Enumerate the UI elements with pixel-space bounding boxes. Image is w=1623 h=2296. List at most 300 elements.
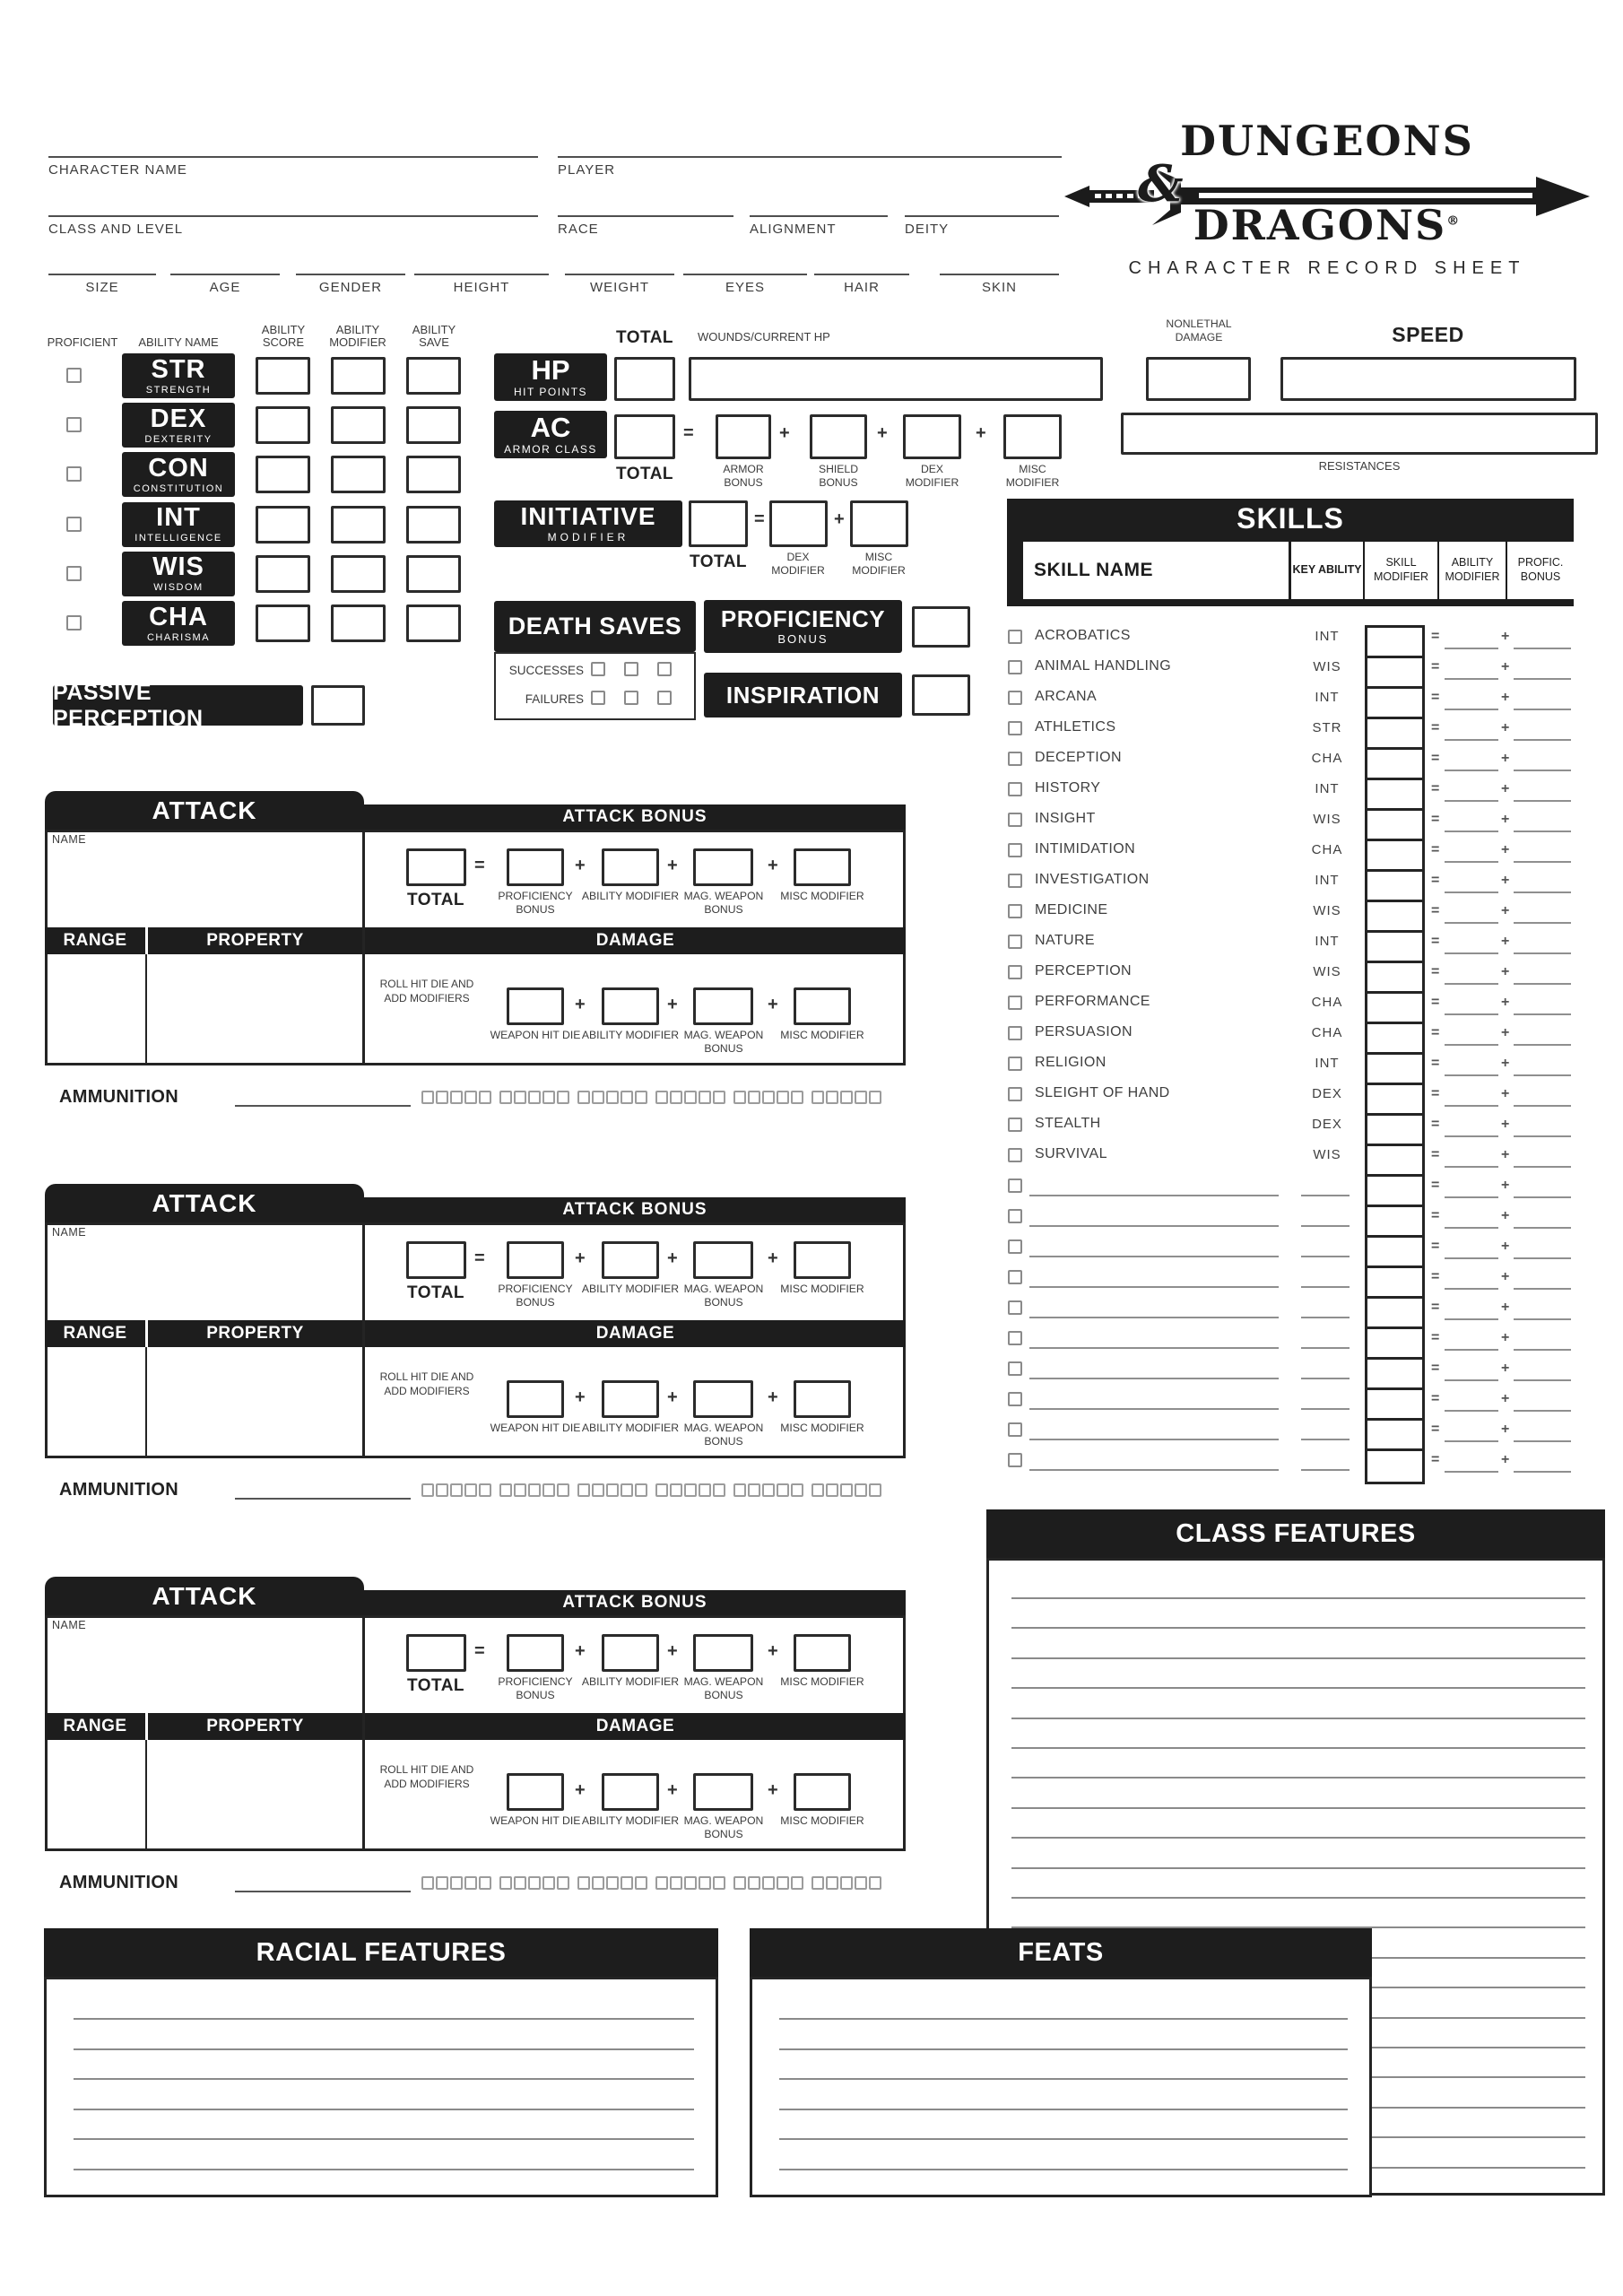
custom-skill-8-ability-line[interactable] bbox=[1301, 1408, 1350, 1410]
custom-skill-10-name-line[interactable] bbox=[1029, 1469, 1279, 1471]
custom-skill-4-checkbox[interactable] bbox=[1008, 1270, 1022, 1284]
ammo-checkbox[interactable] bbox=[869, 1876, 881, 1890]
custom-skill-8-ability-modifier-line[interactable] bbox=[1445, 1410, 1498, 1412]
int-modifier-box[interactable] bbox=[331, 506, 386, 544]
medicine-profic-bonus-line[interactable] bbox=[1514, 922, 1571, 924]
weight-write-line[interactable] bbox=[565, 274, 674, 275]
death-save-success-checkbox[interactable] bbox=[657, 662, 672, 676]
shield-bonus-box[interactable] bbox=[810, 414, 867, 459]
nature-checkbox[interactable] bbox=[1008, 935, 1022, 949]
int-save-box[interactable] bbox=[406, 506, 461, 544]
ammo-checkbox[interactable] bbox=[621, 1876, 633, 1890]
misc-modifier-box[interactable] bbox=[1003, 414, 1062, 459]
initiative-total-box[interactable] bbox=[689, 500, 748, 547]
custom-skill-3-profic-bonus-line[interactable] bbox=[1514, 1257, 1571, 1259]
custom-skill-4-ability-modifier-line[interactable] bbox=[1445, 1288, 1498, 1290]
feats-write-line[interactable] bbox=[779, 2048, 1348, 2050]
investigation-profic-bonus-line[interactable] bbox=[1514, 891, 1571, 893]
attack-range-cell[interactable] bbox=[48, 1349, 142, 1455]
acrobatics-checkbox[interactable] bbox=[1008, 630, 1022, 644]
feats-write-line[interactable] bbox=[779, 2169, 1348, 2170]
custom-skill-10-ability-line[interactable] bbox=[1301, 1469, 1350, 1471]
custom-skill-6-checkbox[interactable] bbox=[1008, 1331, 1022, 1345]
attack-total-box[interactable] bbox=[406, 848, 466, 886]
religion-ability-modifier-line[interactable] bbox=[1445, 1074, 1498, 1076]
medicine-ability-modifier-line[interactable] bbox=[1445, 922, 1498, 924]
ammo-checkbox[interactable] bbox=[762, 1091, 775, 1104]
survival-ability-modifier-line[interactable] bbox=[1445, 1166, 1498, 1168]
religion-checkbox[interactable] bbox=[1008, 1057, 1022, 1071]
athletics-ability-modifier-line[interactable] bbox=[1445, 739, 1498, 741]
custom-skill-2-ability-line[interactable] bbox=[1301, 1225, 1350, 1227]
ammo-checkbox[interactable] bbox=[479, 1483, 491, 1497]
custom-skill-10-ability-modifier-line[interactable] bbox=[1445, 1471, 1498, 1473]
deception-checkbox[interactable] bbox=[1008, 752, 1022, 766]
performance-checkbox[interactable] bbox=[1008, 996, 1022, 1010]
weapon-hit-die-box[interactable] bbox=[507, 1380, 564, 1418]
passive-perception-box[interactable] bbox=[311, 685, 365, 726]
acrobatics-profic-bonus-line[interactable] bbox=[1514, 648, 1571, 649]
ammo-checkbox[interactable] bbox=[557, 1876, 569, 1890]
custom-skill-7-name-line[interactable] bbox=[1029, 1378, 1279, 1379]
cha-save-box[interactable] bbox=[406, 604, 461, 642]
ammo-checkbox[interactable] bbox=[606, 1876, 619, 1890]
survival-profic-bonus-line[interactable] bbox=[1514, 1166, 1571, 1168]
death-save-failure-checkbox[interactable] bbox=[591, 691, 605, 705]
alignment-write-line[interactable] bbox=[750, 215, 888, 217]
attack-total-box[interactable] bbox=[406, 1634, 466, 1672]
mag-weapon-bonus-box[interactable] bbox=[693, 848, 753, 886]
performance-profic-bonus-line[interactable] bbox=[1514, 1013, 1571, 1015]
ammo-checkbox[interactable] bbox=[762, 1876, 775, 1890]
attack-name-cell[interactable] bbox=[48, 1241, 359, 1318]
custom-skill-7-profic-bonus-line[interactable] bbox=[1514, 1379, 1571, 1381]
ammo-checkbox[interactable] bbox=[812, 1091, 824, 1104]
feats-write-line[interactable] bbox=[779, 2078, 1348, 2080]
ammo-checkbox[interactable] bbox=[869, 1483, 881, 1497]
ammo-checkbox[interactable] bbox=[713, 1876, 725, 1890]
nonlethal-damage-box[interactable] bbox=[1146, 357, 1251, 401]
proficiency-bonus-box[interactable] bbox=[507, 848, 564, 886]
misc-modifier-box[interactable] bbox=[794, 848, 851, 886]
misc-modifier-box[interactable] bbox=[794, 1634, 851, 1672]
mag-weapon-bonus-box[interactable] bbox=[693, 1634, 753, 1672]
ammo-checkbox[interactable] bbox=[855, 1483, 867, 1497]
attack-property-cell[interactable] bbox=[149, 956, 359, 1062]
ammo-checkbox[interactable] bbox=[777, 1483, 789, 1497]
ammo-checkbox[interactable] bbox=[577, 1091, 590, 1104]
str-score-box[interactable] bbox=[256, 357, 310, 395]
sleight-of-hand-checkbox[interactable] bbox=[1008, 1087, 1022, 1101]
speed-box[interactable] bbox=[1280, 357, 1576, 401]
insight-profic-bonus-line[interactable] bbox=[1514, 831, 1571, 832]
ammo-checkbox[interactable] bbox=[464, 1483, 477, 1497]
ammo-checkbox[interactable] bbox=[577, 1483, 590, 1497]
ammo-checkbox[interactable] bbox=[826, 1483, 838, 1497]
investigation-checkbox[interactable] bbox=[1008, 874, 1022, 888]
ammo-checkbox[interactable] bbox=[436, 1876, 448, 1890]
custom-skill-3-checkbox[interactable] bbox=[1008, 1239, 1022, 1254]
custom-skill-1-ability-line[interactable] bbox=[1301, 1195, 1350, 1196]
ammo-checkbox[interactable] bbox=[514, 1091, 526, 1104]
initiative-dex-modifier-box[interactable] bbox=[769, 500, 828, 547]
stealth-checkbox[interactable] bbox=[1008, 1118, 1022, 1132]
str-proficient-checkbox[interactable] bbox=[66, 368, 82, 383]
custom-skill-6-ability-line[interactable] bbox=[1301, 1347, 1350, 1349]
ammo-checkbox[interactable] bbox=[436, 1483, 448, 1497]
deception-profic-bonus-line[interactable] bbox=[1514, 770, 1571, 771]
ammo-checkbox[interactable] bbox=[557, 1091, 569, 1104]
death-save-success-checkbox[interactable] bbox=[624, 662, 638, 676]
attack-total-box[interactable] bbox=[406, 1241, 466, 1279]
perception-checkbox[interactable] bbox=[1008, 965, 1022, 979]
athletics-profic-bonus-line[interactable] bbox=[1514, 739, 1571, 741]
class-features-write-line[interactable] bbox=[1011, 1687, 1585, 1689]
ammo-checkbox[interactable] bbox=[869, 1091, 881, 1104]
custom-skill-3-ability-line[interactable] bbox=[1301, 1256, 1350, 1257]
persuasion-profic-bonus-line[interactable] bbox=[1514, 1044, 1571, 1046]
attack-name-cell[interactable] bbox=[48, 1634, 359, 1711]
initiative-misc-modifier-box[interactable] bbox=[850, 500, 908, 547]
mag-weapon-bonus-box[interactable] bbox=[693, 1380, 753, 1418]
ammo-checkbox[interactable] bbox=[670, 1483, 682, 1497]
class-features-write-line[interactable] bbox=[1011, 1718, 1585, 1719]
mag-weapon-bonus-box[interactable] bbox=[693, 1773, 753, 1811]
ability-modifier-box[interactable] bbox=[602, 1380, 659, 1418]
insight-checkbox[interactable] bbox=[1008, 813, 1022, 827]
ammo-checkbox[interactable] bbox=[713, 1483, 725, 1497]
str-modifier-box[interactable] bbox=[331, 357, 386, 395]
class-features-write-line[interactable] bbox=[1011, 1897, 1585, 1899]
gender-write-line[interactable] bbox=[296, 274, 405, 275]
str-save-box[interactable] bbox=[406, 357, 461, 395]
ammo-checkbox[interactable] bbox=[592, 1091, 604, 1104]
ammo-checkbox[interactable] bbox=[699, 1876, 711, 1890]
ammo-checkbox[interactable] bbox=[592, 1483, 604, 1497]
custom-skill-1-checkbox[interactable] bbox=[1008, 1178, 1022, 1193]
wounds-current-hp-box[interactable] bbox=[689, 357, 1103, 401]
proficiency-bonus-box[interactable] bbox=[912, 606, 970, 648]
ammo-checkbox[interactable] bbox=[606, 1091, 619, 1104]
intimidation-ability-modifier-line[interactable] bbox=[1445, 861, 1498, 863]
ammo-checkbox[interactable] bbox=[421, 1483, 434, 1497]
ammo-checkbox[interactable] bbox=[421, 1091, 434, 1104]
racial-features-write-line[interactable] bbox=[74, 2078, 694, 2080]
survival-checkbox[interactable] bbox=[1008, 1148, 1022, 1162]
custom-skill-1-name-line[interactable] bbox=[1029, 1195, 1279, 1196]
racial-features-write-line[interactable] bbox=[74, 2048, 694, 2050]
ability-modifier-box[interactable] bbox=[602, 1773, 659, 1811]
dex-proficient-checkbox[interactable] bbox=[66, 417, 82, 432]
custom-skill-9-checkbox[interactable] bbox=[1008, 1422, 1022, 1437]
race-write-line[interactable] bbox=[558, 215, 733, 217]
ammo-checkbox[interactable] bbox=[464, 1876, 477, 1890]
arcana-ability-modifier-line[interactable] bbox=[1445, 709, 1498, 710]
custom-skill-2-ability-modifier-line[interactable] bbox=[1445, 1227, 1498, 1229]
resistances-box[interactable] bbox=[1121, 413, 1598, 455]
cha-modifier-box[interactable] bbox=[331, 604, 386, 642]
inspiration-box[interactable] bbox=[912, 674, 970, 716]
custom-skill-9-ability-line[interactable] bbox=[1301, 1439, 1350, 1440]
attack-property-cell[interactable] bbox=[149, 1349, 359, 1455]
class-features-write-line[interactable] bbox=[1011, 1597, 1585, 1599]
ammo-checkbox[interactable] bbox=[826, 1876, 838, 1890]
ammo-checkbox[interactable] bbox=[684, 1091, 697, 1104]
custom-skill-10-checkbox[interactable] bbox=[1008, 1453, 1022, 1467]
custom-skill-7-ability-modifier-line[interactable] bbox=[1445, 1379, 1498, 1381]
ammunition-write-line[interactable] bbox=[235, 1498, 411, 1500]
ammo-checkbox[interactable] bbox=[748, 1091, 760, 1104]
custom-skill-2-checkbox[interactable] bbox=[1008, 1209, 1022, 1223]
animal-handling-profic-bonus-line[interactable] bbox=[1514, 678, 1571, 680]
arcana-profic-bonus-line[interactable] bbox=[1514, 709, 1571, 710]
mag-weapon-bonus-box[interactable] bbox=[693, 987, 753, 1025]
hair-write-line[interactable] bbox=[814, 274, 909, 275]
deity-write-line[interactable] bbox=[905, 215, 1059, 217]
ammo-checkbox[interactable] bbox=[777, 1091, 789, 1104]
ammo-checkbox[interactable] bbox=[684, 1483, 697, 1497]
ammo-checkbox[interactable] bbox=[479, 1091, 491, 1104]
ammo-checkbox[interactable] bbox=[528, 1876, 541, 1890]
persuasion-ability-modifier-line[interactable] bbox=[1445, 1044, 1498, 1046]
feats-write-line[interactable] bbox=[779, 2138, 1348, 2140]
custom-skill-4-name-line[interactable] bbox=[1029, 1286, 1279, 1288]
misc-modifier-box[interactable] bbox=[794, 1241, 851, 1279]
class-and-level-write-line[interactable] bbox=[48, 215, 538, 217]
ammo-checkbox[interactable] bbox=[542, 1091, 555, 1104]
investigation-ability-modifier-line[interactable] bbox=[1445, 891, 1498, 893]
history-checkbox[interactable] bbox=[1008, 782, 1022, 796]
intimidation-checkbox[interactable] bbox=[1008, 843, 1022, 857]
con-score-box[interactable] bbox=[256, 456, 310, 493]
class-features-write-line[interactable] bbox=[1011, 1807, 1585, 1809]
sleight-of-hand-profic-bonus-line[interactable] bbox=[1514, 1105, 1571, 1107]
feats-write-line[interactable] bbox=[779, 2018, 1348, 2020]
wis-modifier-box[interactable] bbox=[331, 555, 386, 593]
perception-profic-bonus-line[interactable] bbox=[1514, 983, 1571, 985]
con-save-box[interactable] bbox=[406, 456, 461, 493]
age-write-line[interactable] bbox=[170, 274, 280, 275]
class-features-write-line[interactable] bbox=[1011, 1747, 1585, 1749]
cha-proficient-checkbox[interactable] bbox=[66, 615, 82, 631]
dex-score-box[interactable] bbox=[256, 406, 310, 444]
ammo-checkbox[interactable] bbox=[635, 1483, 647, 1497]
ammo-checkbox[interactable] bbox=[684, 1876, 697, 1890]
ammo-checkbox[interactable] bbox=[670, 1091, 682, 1104]
ammo-checkbox[interactable] bbox=[655, 1876, 668, 1890]
ammo-checkbox[interactable] bbox=[840, 1091, 853, 1104]
performance-ability-modifier-line[interactable] bbox=[1445, 1013, 1498, 1015]
ammo-checkbox[interactable] bbox=[699, 1483, 711, 1497]
ammo-checkbox[interactable] bbox=[479, 1876, 491, 1890]
feats-write-line[interactable] bbox=[779, 2109, 1348, 2110]
class-features-write-line[interactable] bbox=[1011, 1837, 1585, 1839]
class-features-write-line[interactable] bbox=[1011, 1657, 1585, 1659]
con-modifier-box[interactable] bbox=[331, 456, 386, 493]
history-ability-modifier-line[interactable] bbox=[1445, 800, 1498, 802]
ammo-checkbox[interactable] bbox=[826, 1091, 838, 1104]
custom-skill-5-name-line[interactable] bbox=[1029, 1317, 1279, 1318]
intimidation-profic-bonus-line[interactable] bbox=[1514, 861, 1571, 863]
sleight-of-hand-ability-modifier-line[interactable] bbox=[1445, 1105, 1498, 1107]
ammo-checkbox[interactable] bbox=[733, 1876, 746, 1890]
custom-skill-5-ability-modifier-line[interactable] bbox=[1445, 1318, 1498, 1320]
ammo-checkbox[interactable] bbox=[450, 1483, 463, 1497]
ammo-checkbox[interactable] bbox=[436, 1091, 448, 1104]
ammunition-write-line[interactable] bbox=[235, 1891, 411, 1892]
player-write-line[interactable] bbox=[558, 156, 1062, 158]
ammo-checkbox[interactable] bbox=[528, 1483, 541, 1497]
custom-skill-7-ability-line[interactable] bbox=[1301, 1378, 1350, 1379]
ammo-checkbox[interactable] bbox=[635, 1876, 647, 1890]
custom-skill-5-profic-bonus-line[interactable] bbox=[1514, 1318, 1571, 1320]
stealth-profic-bonus-line[interactable] bbox=[1514, 1135, 1571, 1137]
ammo-checkbox[interactable] bbox=[655, 1091, 668, 1104]
mag-weapon-bonus-box[interactable] bbox=[693, 1241, 753, 1279]
death-save-failure-checkbox[interactable] bbox=[657, 691, 672, 705]
hp-total-box[interactable] bbox=[614, 357, 675, 401]
ammo-checkbox[interactable] bbox=[499, 1091, 512, 1104]
wis-proficient-checkbox[interactable] bbox=[66, 566, 82, 581]
ac-total-box[interactable] bbox=[614, 414, 675, 459]
acrobatics-ability-modifier-line[interactable] bbox=[1445, 648, 1498, 649]
ammo-checkbox[interactable] bbox=[557, 1483, 569, 1497]
arcana-checkbox[interactable] bbox=[1008, 691, 1022, 705]
ammo-checkbox[interactable] bbox=[762, 1483, 775, 1497]
ammo-checkbox[interactable] bbox=[791, 1876, 803, 1890]
ammo-checkbox[interactable] bbox=[542, 1876, 555, 1890]
deception-ability-modifier-line[interactable] bbox=[1445, 770, 1498, 771]
ammo-checkbox[interactable] bbox=[791, 1091, 803, 1104]
proficiency-bonus-box[interactable] bbox=[507, 1241, 564, 1279]
attack-property-cell[interactable] bbox=[149, 1742, 359, 1848]
height-write-line[interactable] bbox=[414, 274, 549, 275]
armor-bonus-box[interactable] bbox=[716, 414, 771, 459]
ammo-checkbox[interactable] bbox=[514, 1483, 526, 1497]
racial-features-write-line[interactable] bbox=[74, 2138, 694, 2140]
ammo-checkbox[interactable] bbox=[464, 1091, 477, 1104]
character-name-write-line[interactable] bbox=[48, 156, 538, 158]
size-write-line[interactable] bbox=[48, 274, 156, 275]
int-score-box[interactable] bbox=[256, 506, 310, 544]
ammo-checkbox[interactable] bbox=[840, 1876, 853, 1890]
custom-skill-4-profic-bonus-line[interactable] bbox=[1514, 1288, 1571, 1290]
ammo-checkbox[interactable] bbox=[855, 1091, 867, 1104]
racial-features-write-line[interactable] bbox=[74, 2109, 694, 2110]
custom-skill-8-name-line[interactable] bbox=[1029, 1408, 1279, 1410]
custom-skill-8-profic-bonus-line[interactable] bbox=[1514, 1410, 1571, 1412]
ability-modifier-box[interactable] bbox=[602, 848, 659, 886]
custom-skill-5-checkbox[interactable] bbox=[1008, 1300, 1022, 1315]
medicine-checkbox[interactable] bbox=[1008, 904, 1022, 918]
weapon-hit-die-box[interactable] bbox=[507, 1773, 564, 1811]
ammo-checkbox[interactable] bbox=[514, 1876, 526, 1890]
custom-skill-1-profic-bonus-line[interactable] bbox=[1514, 1196, 1571, 1198]
custom-skill-2-name-line[interactable] bbox=[1029, 1225, 1279, 1227]
dex-save-box[interactable] bbox=[406, 406, 461, 444]
ammo-checkbox[interactable] bbox=[748, 1483, 760, 1497]
custom-skill-9-name-line[interactable] bbox=[1029, 1439, 1279, 1440]
custom-skill-9-profic-bonus-line[interactable] bbox=[1514, 1440, 1571, 1442]
animal-handling-ability-modifier-line[interactable] bbox=[1445, 678, 1498, 680]
ammo-checkbox[interactable] bbox=[450, 1876, 463, 1890]
custom-skill-3-name-line[interactable] bbox=[1029, 1256, 1279, 1257]
custom-skill-4-ability-line[interactable] bbox=[1301, 1286, 1350, 1288]
ammo-checkbox[interactable] bbox=[450, 1091, 463, 1104]
ammo-checkbox[interactable] bbox=[421, 1876, 434, 1890]
religion-profic-bonus-line[interactable] bbox=[1514, 1074, 1571, 1076]
custom-skill-9-ability-modifier-line[interactable] bbox=[1445, 1440, 1498, 1442]
eyes-write-line[interactable] bbox=[683, 274, 807, 275]
con-proficient-checkbox[interactable] bbox=[66, 466, 82, 482]
nature-ability-modifier-line[interactable] bbox=[1445, 952, 1498, 954]
ammo-checkbox[interactable] bbox=[499, 1876, 512, 1890]
class-features-write-line[interactable] bbox=[1011, 1867, 1585, 1869]
racial-features-write-line[interactable] bbox=[74, 2018, 694, 2020]
ammo-checkbox[interactable] bbox=[592, 1876, 604, 1890]
history-profic-bonus-line[interactable] bbox=[1514, 800, 1571, 802]
ammo-checkbox[interactable] bbox=[528, 1091, 541, 1104]
insight-ability-modifier-line[interactable] bbox=[1445, 831, 1498, 832]
ammunition-write-line[interactable] bbox=[235, 1105, 411, 1107]
ammo-checkbox[interactable] bbox=[499, 1483, 512, 1497]
int-proficient-checkbox[interactable] bbox=[66, 517, 82, 532]
athletics-checkbox[interactable] bbox=[1008, 721, 1022, 735]
ammo-checkbox[interactable] bbox=[855, 1876, 867, 1890]
attack-name-cell[interactable] bbox=[48, 848, 359, 926]
dex-modifier-box[interactable] bbox=[331, 406, 386, 444]
ability-modifier-box[interactable] bbox=[602, 1634, 659, 1672]
class-features-write-line[interactable] bbox=[1011, 1627, 1585, 1629]
death-save-success-checkbox[interactable] bbox=[591, 662, 605, 676]
ammo-checkbox[interactable] bbox=[621, 1483, 633, 1497]
ammo-checkbox[interactable] bbox=[840, 1483, 853, 1497]
custom-skill-1-ability-modifier-line[interactable] bbox=[1445, 1196, 1498, 1198]
custom-skill-6-profic-bonus-line[interactable] bbox=[1514, 1349, 1571, 1351]
ability-modifier-box[interactable] bbox=[602, 1241, 659, 1279]
ammo-checkbox[interactable] bbox=[655, 1483, 668, 1497]
custom-skill-10-profic-bonus-line[interactable] bbox=[1514, 1471, 1571, 1473]
stealth-ability-modifier-line[interactable] bbox=[1445, 1135, 1498, 1137]
wis-score-box[interactable] bbox=[256, 555, 310, 593]
ammo-checkbox[interactable] bbox=[812, 1483, 824, 1497]
ammo-checkbox[interactable] bbox=[791, 1483, 803, 1497]
class-features-write-line[interactable] bbox=[1011, 1777, 1585, 1779]
attack-range-cell[interactable] bbox=[48, 956, 142, 1062]
perception-ability-modifier-line[interactable] bbox=[1445, 983, 1498, 985]
ammo-checkbox[interactable] bbox=[699, 1091, 711, 1104]
skin-write-line[interactable] bbox=[940, 274, 1059, 275]
ammo-checkbox[interactable] bbox=[577, 1876, 590, 1890]
custom-skill-10-skill-modifier-box[interactable] bbox=[1365, 1448, 1425, 1484]
weapon-hit-die-box[interactable] bbox=[507, 987, 564, 1025]
ammo-checkbox[interactable] bbox=[670, 1876, 682, 1890]
custom-skill-3-ability-modifier-line[interactable] bbox=[1445, 1257, 1498, 1259]
ammo-checkbox[interactable] bbox=[733, 1091, 746, 1104]
misc-modifier-box[interactable] bbox=[794, 987, 851, 1025]
proficiency-bonus-box[interactable] bbox=[507, 1634, 564, 1672]
dex-modifier-box[interactable] bbox=[903, 414, 961, 459]
wis-save-box[interactable] bbox=[406, 555, 461, 593]
cha-score-box[interactable] bbox=[256, 604, 310, 642]
ammo-checkbox[interactable] bbox=[606, 1483, 619, 1497]
ammo-checkbox[interactable] bbox=[542, 1483, 555, 1497]
persuasion-checkbox[interactable] bbox=[1008, 1026, 1022, 1040]
custom-skill-6-name-line[interactable] bbox=[1029, 1347, 1279, 1349]
misc-modifier-box[interactable] bbox=[794, 1380, 851, 1418]
ammo-checkbox[interactable] bbox=[621, 1091, 633, 1104]
ammo-checkbox[interactable] bbox=[777, 1876, 789, 1890]
